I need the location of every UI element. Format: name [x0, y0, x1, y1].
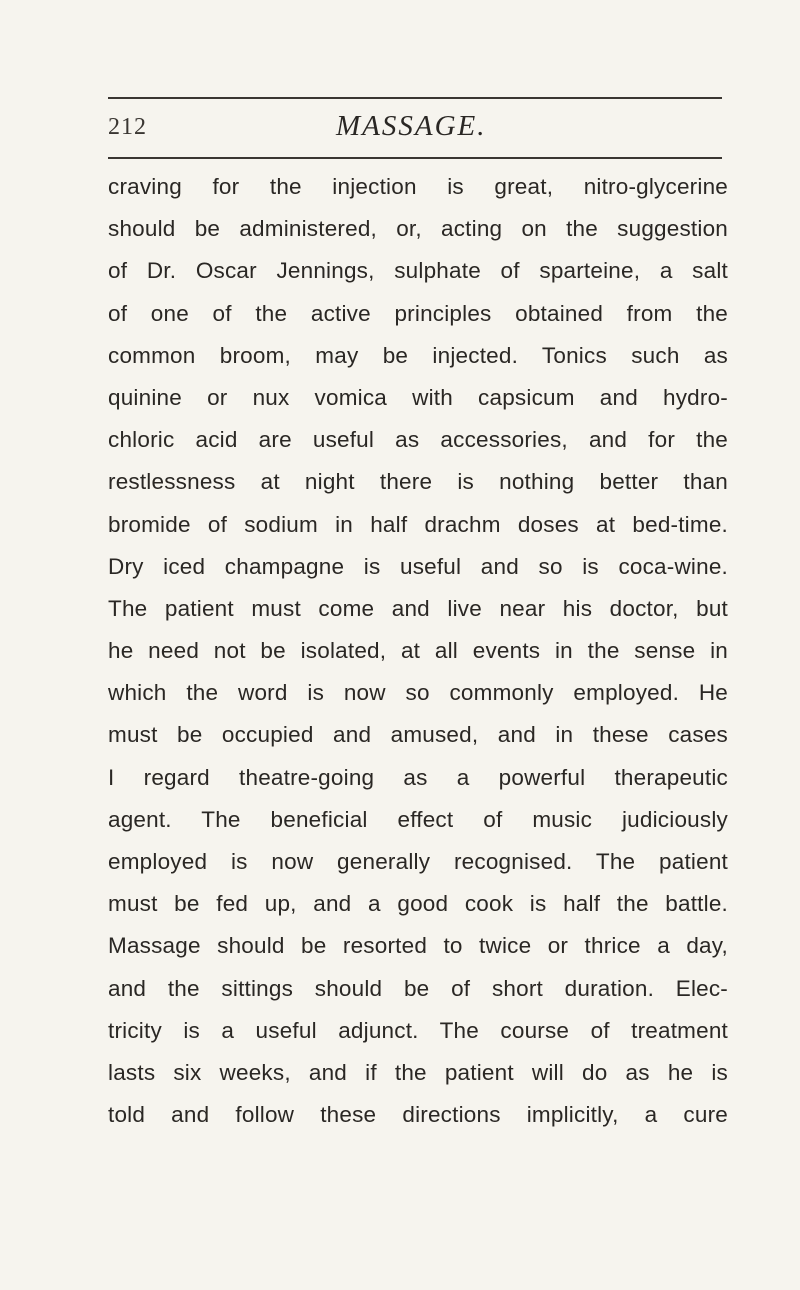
text-line: quinine or nux vomica with capsicum and hydro- [108, 384, 728, 410]
text-line: lasts six weeks, and if the patient will do as he is [108, 1059, 728, 1085]
text-line: which the word is now so commonly employed. He [108, 680, 728, 706]
text-line: bromide of sodium in half drachm doses at bed-time. [108, 511, 728, 537]
running-title: MASSAGE. [336, 110, 487, 142]
page-number: 212 [108, 114, 147, 140]
text-line: should be administered, or, acting on the suggestion [108, 216, 728, 242]
text-line: The patient must come and live near his doctor, but [108, 595, 728, 621]
text-line: must be fed up, and a good cook is half the battle. [108, 891, 728, 917]
page-header [108, 106, 722, 150]
text-line: craving for the injection is great, nitro-glycerine [108, 174, 728, 199]
text-line: must be occupied and amused, and in these cases [108, 722, 728, 748]
header-rule-top [108, 97, 722, 99]
text-line: of Dr. Oscar Jennings, sulphate of sparteine, a salt [108, 258, 728, 284]
text-line: he need not be isolated, at all events in the sense in [108, 638, 728, 664]
text-line: agent. The beneficial effect of music judiciously [108, 806, 728, 832]
text-line: I regard theatre-going as a powerful therapeutic [108, 764, 728, 790]
text-line: Dry iced champagne is useful and so is coca-wine. [108, 553, 728, 579]
text-line: chloric acid are useful as accessories, and for the [108, 427, 728, 453]
text-line: of one of the active principles obtained from the [108, 300, 728, 326]
text-line: Massage should be resorted to twice or thrice a day, [108, 933, 728, 959]
header-rule-bottom [108, 157, 722, 159]
text-line: and the sittings should be of short duration. Elec- [108, 975, 728, 1001]
text-line: employed is now generally recognised. The patient [108, 849, 728, 874]
text-line: restlessness at night there is nothing better than [108, 469, 728, 495]
text-line: tricity is a useful adjunct. The course of treatment [108, 1017, 728, 1043]
body-text [108, 166, 728, 1136]
text-line: told and follow these directions implicitly, a cure [108, 1102, 728, 1128]
text-line: common broom, may be injected. Tonics such as [108, 342, 728, 368]
